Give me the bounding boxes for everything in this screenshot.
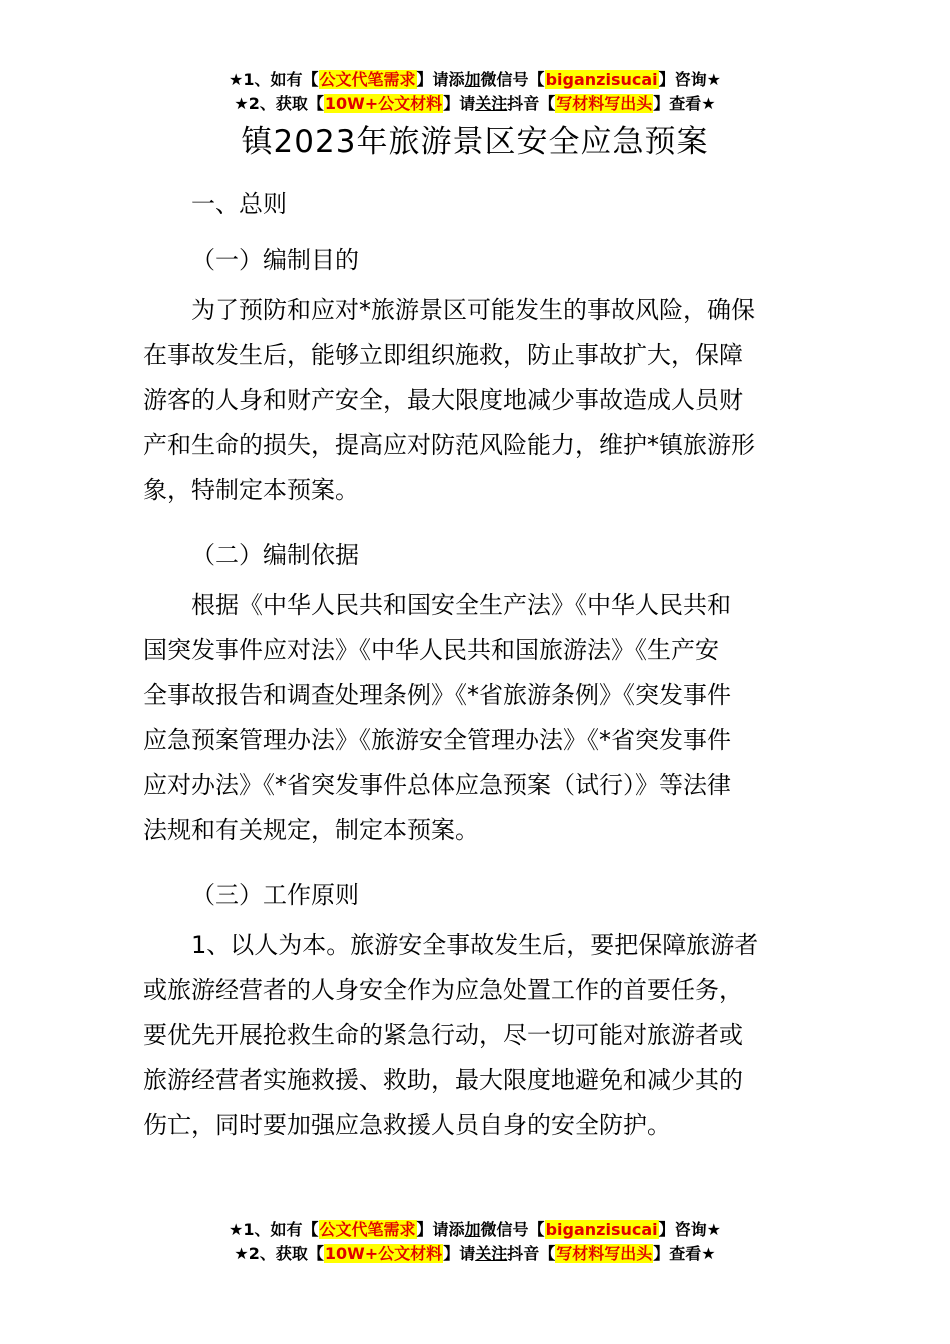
document-body (143, 176, 808, 1162)
heading-principles: （三）工作原则 (191, 881, 359, 909)
footer-line-2: ★2、获取【10W+公文材料】请关注抖音【写材料写出头】查看★ (234, 1244, 716, 1263)
footer-line-1: ★1、如有【公文代笔需求】请添加微信号【biganzisucai】咨询★ (229, 1220, 721, 1239)
header-banner (0, 68, 950, 116)
paragraph-principle-1: 1、以人为本。旅游安全事故发生后，要把保障旅游者 或旅游经营者的人身安全作为应急处置工作的首要任务， 要优先开展抢救生命的紧急行动，尽一切可能对旅游者或 旅游经营者实施救援、救助，最大限度地避免和减少其的 伤亡，同时要加强应急救援人员自身的安全防护。 (143, 931, 759, 1139)
highlight-material: 10W+公文材料 (324, 94, 443, 113)
highlight-douyin: 写材料写出头 (556, 94, 653, 113)
paragraph-basis: 根据《中华人民共和国安全生产法》《中华人民共和 国突发事件应对法》《中华人民共和国旅游法》《生产安 全事故报告和调查处理条例》《*省旅游条例》《突发事件 应急预案管理办法》《旅游安全管理办法》《*省突发事件 应对办法》《*省突发事件总体应急预案（试行）》等法律 法规和有关规定，制定本预案。 (143, 591, 731, 844)
heading-basis: （二）编制依据 (191, 541, 359, 569)
heading-purpose: （一）编制目的 (191, 246, 359, 274)
banner-line-2: ★2、获取【10W+公文材料】请关注抖音【写材料写出头】查看★ (234, 94, 716, 113)
banner-line-1: ★1、如有【公文代笔需求】请添加微信号【biganzisucai】咨询★ (229, 70, 721, 89)
highlight-wechat: biganzisucai (545, 70, 658, 89)
heading-general: 一、总则 (191, 190, 287, 218)
footer-banner (0, 1218, 950, 1266)
highlight-need: 公文代笔需求 (319, 70, 416, 89)
document-title: 镇2023年旅游景区安全应急预案 (241, 124, 709, 160)
paragraph-purpose: 为了预防和应对*旅游景区可能发生的事故风险，确保 在事故发生后，能够立即组织施救，防止事故扩大，保障 游客的人身和财产安全，最大限度地减少事故造成人员财 产和生命的损失，提高应对防范风险能力，维护*镇旅游形 象，特制定本预案。 (143, 296, 755, 504)
